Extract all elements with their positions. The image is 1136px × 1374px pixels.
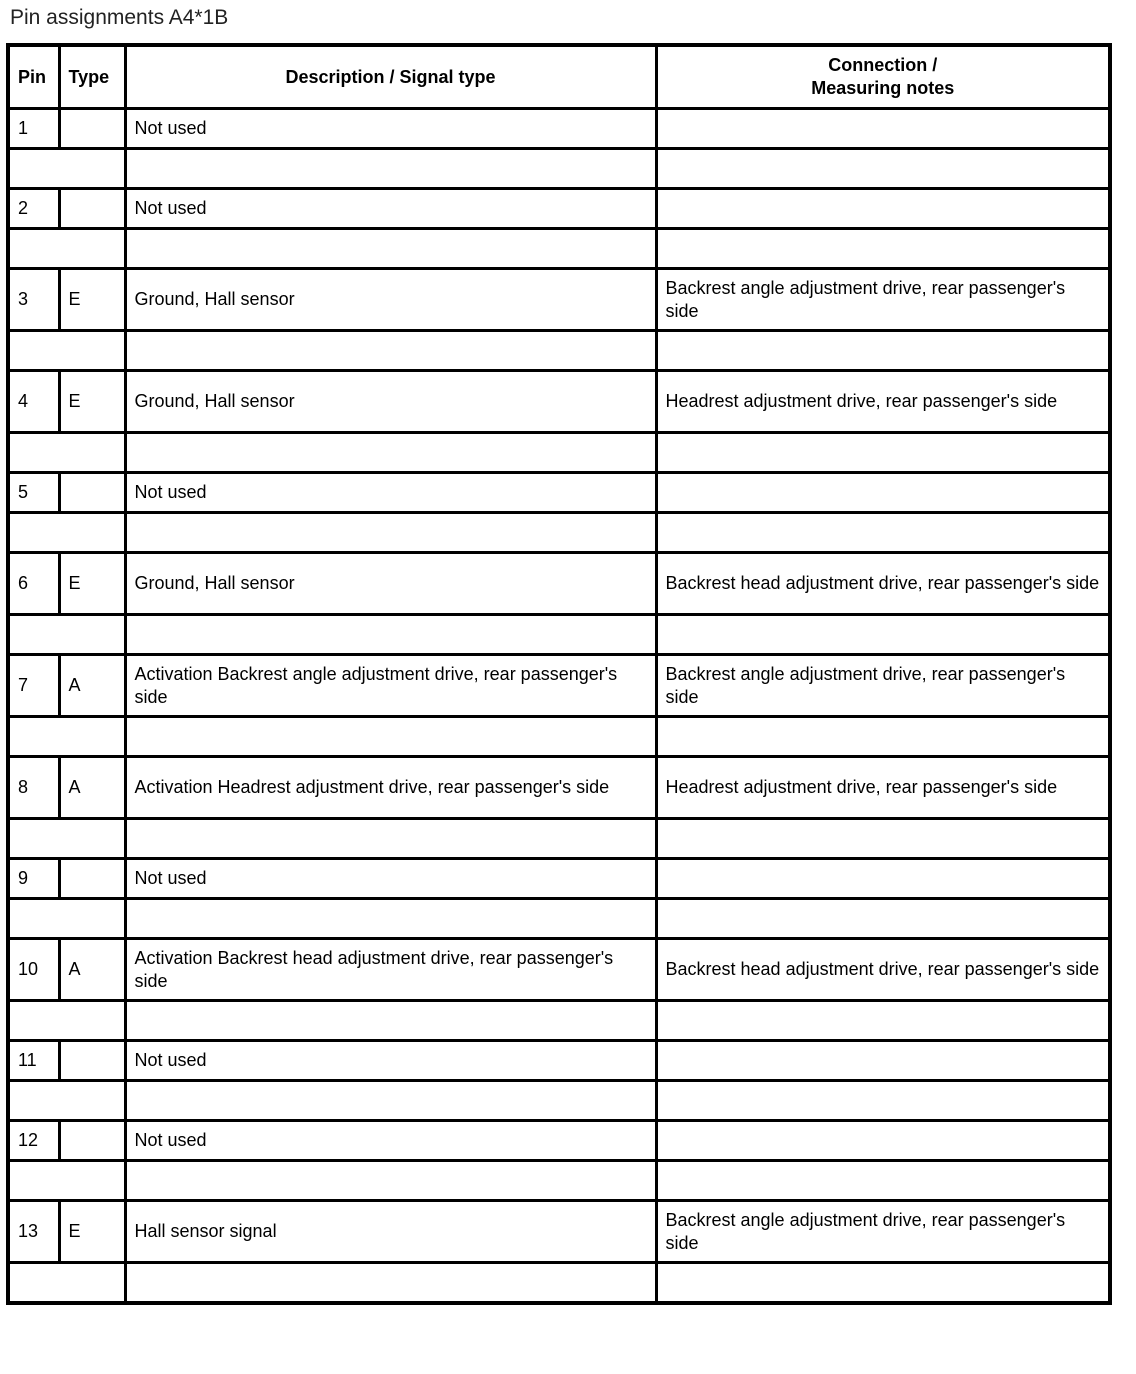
- spacer-cell: [8, 149, 125, 189]
- spacer-row: [8, 331, 1110, 371]
- spacer-cell: [8, 1001, 125, 1041]
- spacer-cell: [656, 1081, 1110, 1121]
- table-row: [8, 939, 1110, 1001]
- spacer-cell: [8, 1263, 125, 1304]
- cell-pin: 11: [8, 1041, 59, 1081]
- spacer-row: [8, 229, 1110, 269]
- spacer-cell: [656, 1001, 1110, 1041]
- spacer-cell: [125, 615, 656, 655]
- cell-connection: Backrest head adjustment drive, rear passenger's side: [656, 553, 1110, 615]
- spacer-cell: [8, 433, 125, 473]
- cell-description: Not used: [125, 859, 656, 899]
- table-row: [8, 1201, 1110, 1263]
- spacer-cell: [656, 899, 1110, 939]
- cell-connection: [656, 189, 1110, 229]
- spacer-cell: [8, 819, 125, 859]
- spacer-cell: [125, 331, 656, 371]
- cell-type: E: [59, 371, 125, 433]
- spacer-cell: [125, 433, 656, 473]
- header-connection: [656, 45, 1110, 109]
- spacer-cell: [656, 331, 1110, 371]
- spacer-cell: [656, 717, 1110, 757]
- spacer-cell: [656, 1263, 1110, 1304]
- spacer-cell: [125, 149, 656, 189]
- table-row: [8, 189, 1110, 229]
- cell-type: [59, 1121, 125, 1161]
- spacer-cell: [656, 615, 1110, 655]
- cell-description: Ground, Hall sensor: [125, 371, 656, 433]
- spacer-row: [8, 615, 1110, 655]
- header-description: Description / Signal type: [125, 45, 656, 109]
- spacer-row: [8, 1263, 1110, 1304]
- spacer-cell: [8, 1161, 125, 1201]
- cell-pin: 2: [8, 189, 59, 229]
- table-row: [8, 109, 1110, 149]
- spacer-cell: [8, 229, 125, 269]
- table-row: [8, 757, 1110, 819]
- cell-connection: [656, 1041, 1110, 1081]
- cell-description: Ground, Hall sensor: [125, 269, 656, 331]
- spacer-cell: [8, 331, 125, 371]
- table-body: [8, 109, 1110, 1304]
- spacer-cell: [125, 1081, 656, 1121]
- cell-type: A: [59, 655, 125, 717]
- spacer-row: [8, 717, 1110, 757]
- spacer-cell: [125, 1001, 656, 1041]
- spacer-cell: [656, 229, 1110, 269]
- table-row: [8, 553, 1110, 615]
- cell-pin: 1: [8, 109, 59, 149]
- cell-description: Hall sensor signal: [125, 1201, 656, 1263]
- spacer-cell: [8, 899, 125, 939]
- spacer-cell: [125, 819, 656, 859]
- cell-connection: Backrest head adjustment drive, rear passenger's side: [656, 939, 1110, 1001]
- table-header-row: [8, 45, 1110, 109]
- spacer-cell: [125, 899, 656, 939]
- page-title: Pin assignments A4*1B: [10, 6, 229, 29]
- spacer-row: [8, 149, 1110, 189]
- spacer-cell: [656, 433, 1110, 473]
- cell-description: Not used: [125, 1041, 656, 1081]
- cell-pin: 9: [8, 859, 59, 899]
- spacer-cell: [125, 513, 656, 553]
- spacer-cell: [656, 819, 1110, 859]
- cell-pin: 10: [8, 939, 59, 1001]
- cell-description: Activation Headrest adjustment drive, rear passenger's side: [125, 757, 656, 819]
- cell-connection: Headrest adjustment drive, rear passenger's side: [656, 371, 1110, 433]
- cell-connection: Backrest angle adjustment drive, rear passenger's side: [656, 269, 1110, 331]
- cell-connection: Headrest adjustment drive, rear passenger's side: [656, 757, 1110, 819]
- cell-type: A: [59, 939, 125, 1001]
- cell-description: Not used: [125, 473, 656, 513]
- cell-description: Activation Backrest head adjustment drive, rear passenger's side: [125, 939, 656, 1001]
- cell-pin: 6: [8, 553, 59, 615]
- cell-pin: 8: [8, 757, 59, 819]
- cell-description: Activation Backrest angle adjustment drive, rear passenger's side: [125, 655, 656, 717]
- table-row: [8, 473, 1110, 513]
- spacer-row: [8, 1161, 1110, 1201]
- cell-description: Not used: [125, 189, 656, 229]
- cell-connection: Backrest angle adjustment drive, rear passenger's side: [656, 1201, 1110, 1263]
- table-row: [8, 371, 1110, 433]
- cell-pin: 7: [8, 655, 59, 717]
- spacer-row: [8, 1081, 1110, 1121]
- cell-pin: 5: [8, 473, 59, 513]
- spacer-cell: [125, 1263, 656, 1304]
- cell-type: E: [59, 553, 125, 615]
- cell-connection: Backrest angle adjustment drive, rear passenger's side: [656, 655, 1110, 717]
- cell-type: [59, 1041, 125, 1081]
- header-pin: Pin: [8, 45, 59, 109]
- table-row: [8, 1041, 1110, 1081]
- pin-assignment-table: [6, 43, 1112, 1305]
- header-connection-line1: Connection /: [828, 55, 938, 75]
- header-type: Type: [59, 45, 125, 109]
- cell-description: Not used: [125, 109, 656, 149]
- spacer-row: [8, 513, 1110, 553]
- spacer-cell: [8, 1081, 125, 1121]
- header-connection-line2: Measuring notes: [811, 78, 955, 98]
- cell-pin: 4: [8, 371, 59, 433]
- spacer-cell: [125, 717, 656, 757]
- cell-type: A: [59, 757, 125, 819]
- spacer-cell: [125, 1161, 656, 1201]
- cell-connection: [656, 1121, 1110, 1161]
- spacer-cell: [8, 513, 125, 553]
- cell-type: [59, 189, 125, 229]
- table-row: [8, 1121, 1110, 1161]
- cell-type: [59, 109, 125, 149]
- cell-pin: 3: [8, 269, 59, 331]
- spacer-cell: [656, 1161, 1110, 1201]
- spacer-row: [8, 899, 1110, 939]
- spacer-cell: [656, 149, 1110, 189]
- cell-connection: [656, 109, 1110, 149]
- cell-type: E: [59, 269, 125, 331]
- table-row: [8, 859, 1110, 899]
- spacer-cell: [125, 229, 656, 269]
- cell-type: [59, 473, 125, 513]
- cell-connection: [656, 859, 1110, 899]
- spacer-cell: [656, 513, 1110, 553]
- cell-connection: [656, 473, 1110, 513]
- table-row: [8, 655, 1110, 717]
- cell-pin: 13: [8, 1201, 59, 1263]
- spacer-cell: [8, 615, 125, 655]
- cell-description: Not used: [125, 1121, 656, 1161]
- spacer-row: [8, 819, 1110, 859]
- cell-pin: 12: [8, 1121, 59, 1161]
- cell-type: E: [59, 1201, 125, 1263]
- spacer-row: [8, 433, 1110, 473]
- spacer-cell: [8, 717, 125, 757]
- table-row: [8, 269, 1110, 331]
- cell-type: [59, 859, 125, 899]
- cell-description: Ground, Hall sensor: [125, 553, 656, 615]
- spacer-row: [8, 1001, 1110, 1041]
